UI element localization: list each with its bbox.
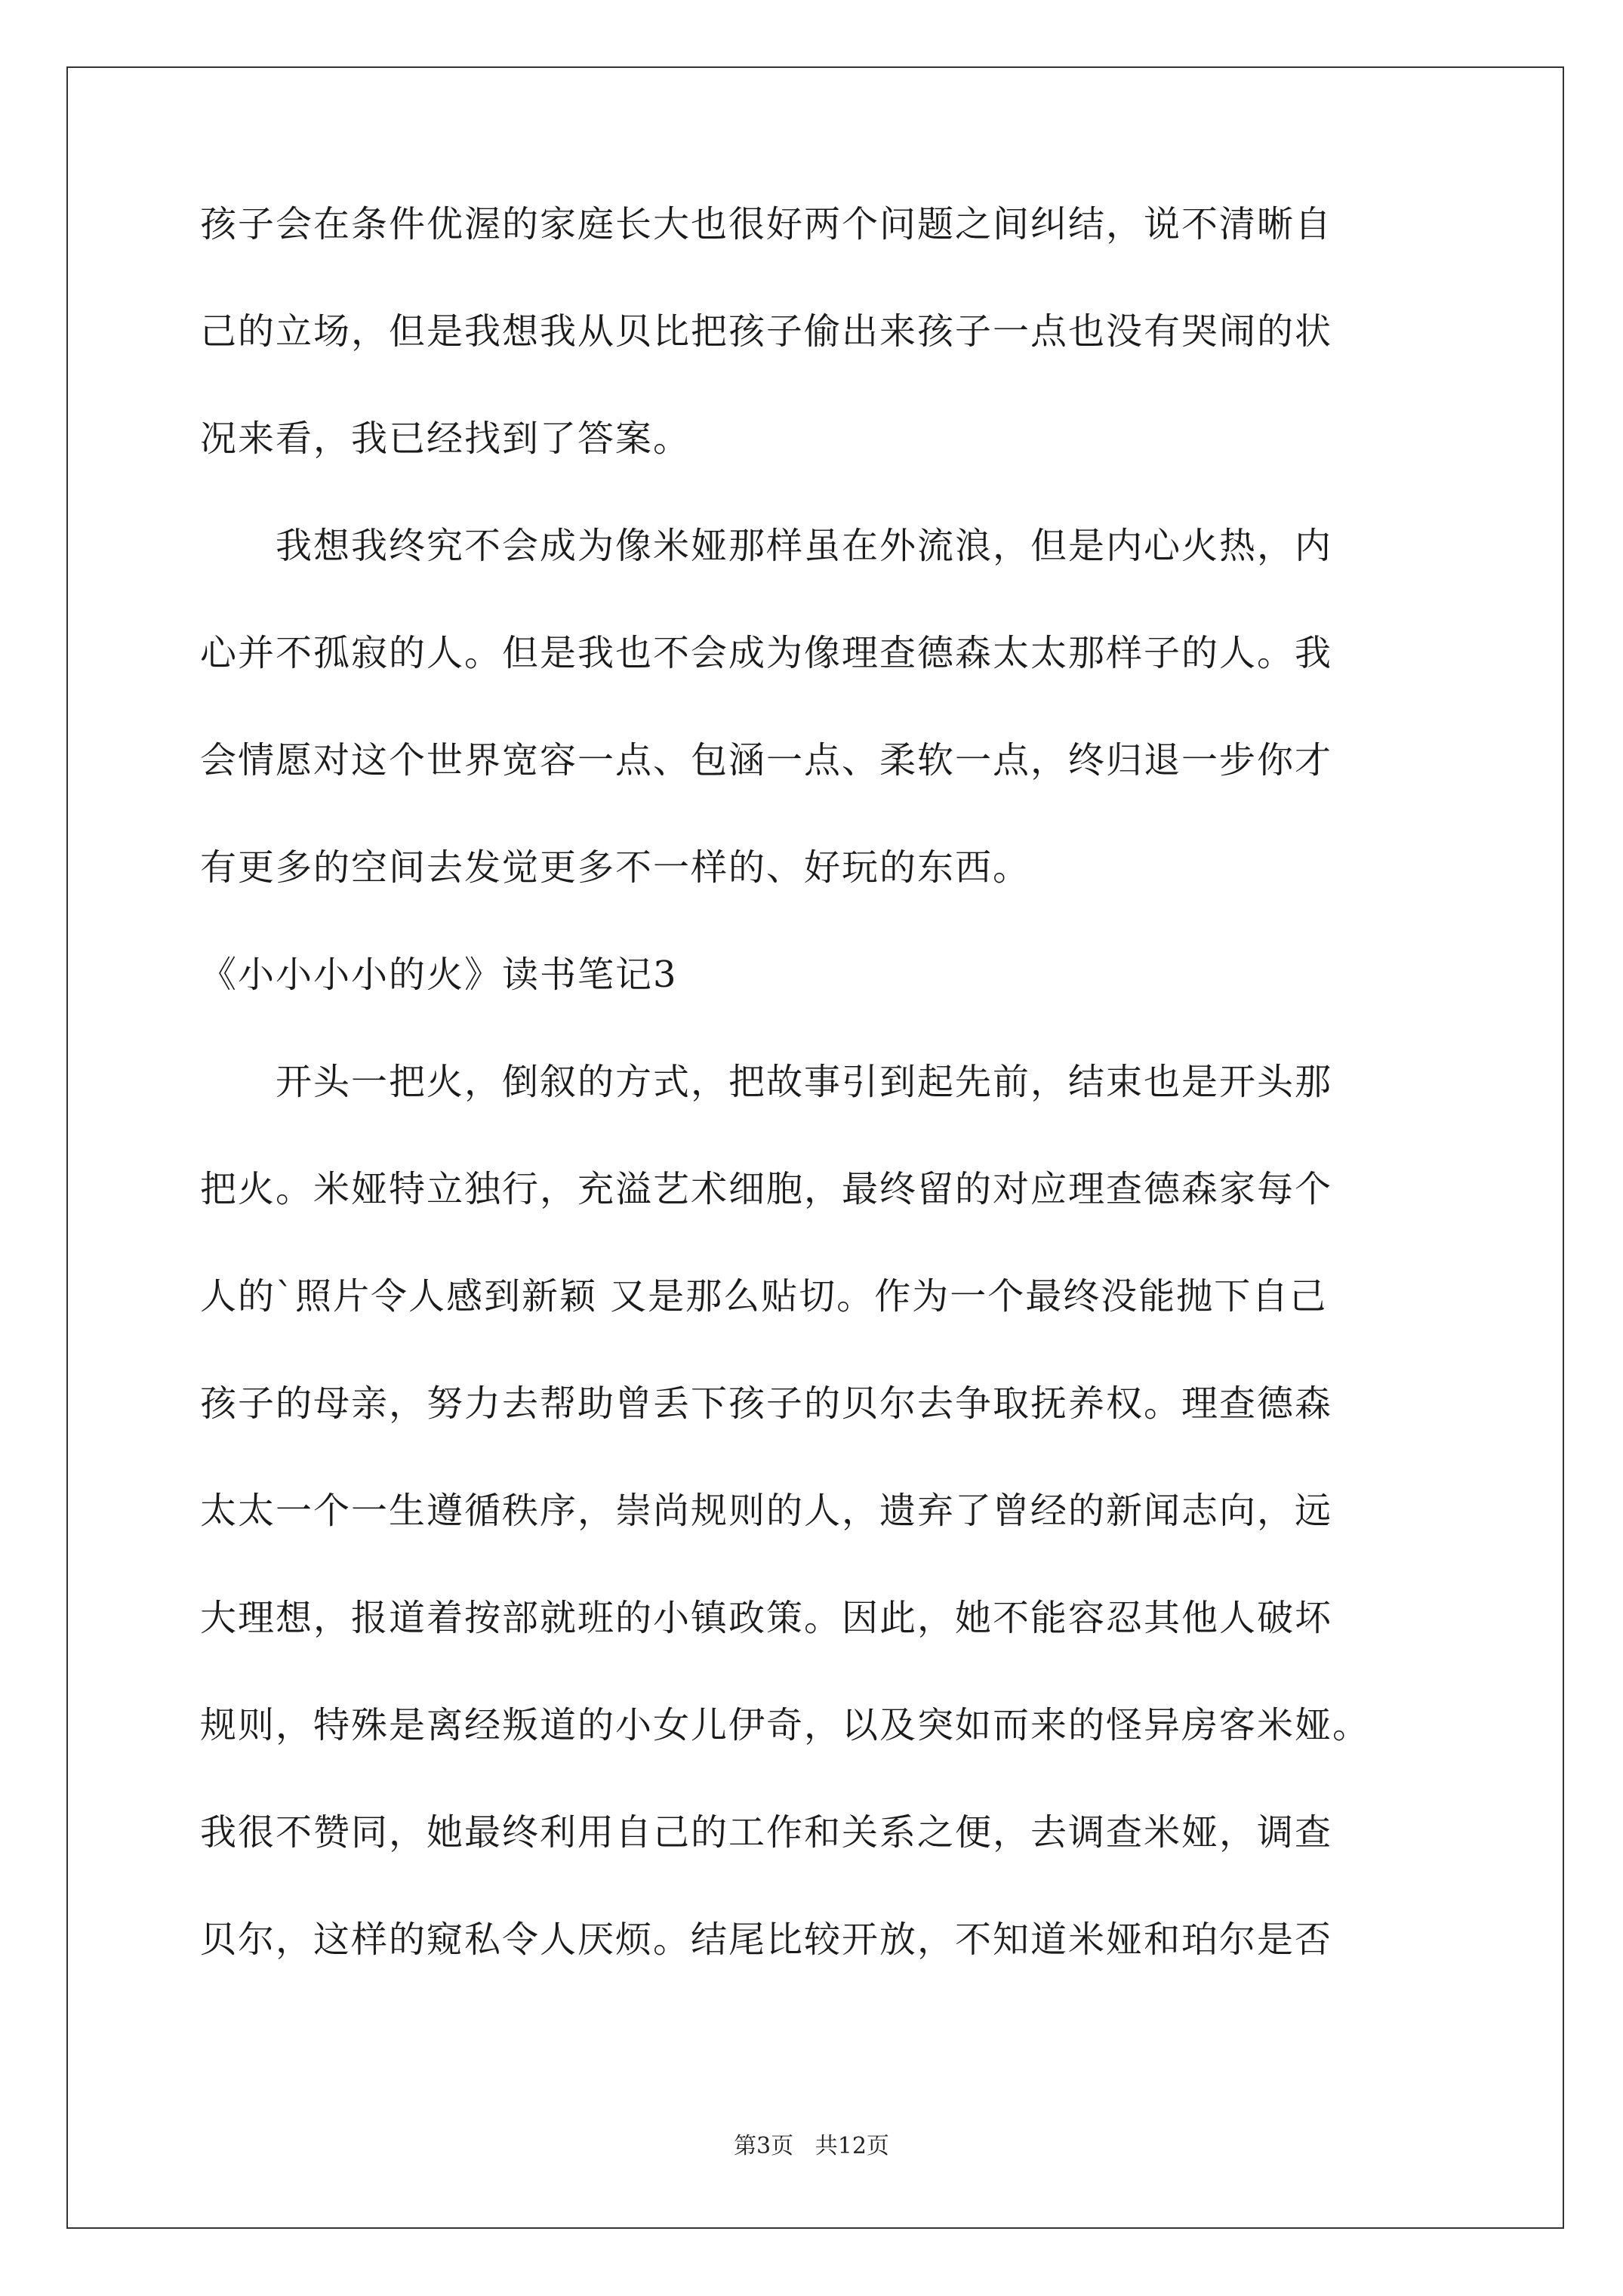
page-footer — [0, 2133, 1623, 2160]
text-line: 心并不孤寂的人。但是我也不会成为像理查德森太太那样子的人。我 — [200, 632, 1333, 674]
text-line: 大理想，报道着按部就班的小镇政策。因此，她不能容忍其他人破坏 — [200, 1597, 1333, 1639]
document-body — [200, 204, 1423, 1961]
text-line: 己的立场，但是我想我从贝比把孩子偷出来孩子一点也没有哭闹的状 — [200, 310, 1333, 353]
text-line: 会情愿对这个世界宽容一点、包涵一点、柔软一点，终归退一步你才 — [200, 739, 1333, 781]
text-line: 太太一个一生遵循秩序，崇尚规则的人，遗弃了曾经的新闻志向，远 — [200, 1490, 1333, 1532]
text-line: 孩子会在条件优渥的家庭长大也很好两个问题之间纠结，说不清晰自 — [200, 203, 1333, 245]
text-line: 开头一把火，倒叙的方式，把故事引到起先前，结束也是开头那 — [200, 1061, 1333, 1103]
text-line: 有更多的空间去发觉更多不一样的、好玩的东西。 — [200, 846, 1031, 889]
text-line: 况来看，我已经找到了答案。 — [200, 418, 691, 460]
text-line: 人的`照片令人感到新颖 又是那么贴切。作为一个最终没能抛下自己 — [200, 1275, 1328, 1318]
text-line: 孩子的母亲，努力去帮助曾丢下孩子的贝尔去争取抚养权。理查德森 — [200, 1382, 1333, 1425]
page-number: 第3页 共12页 — [734, 2133, 889, 2159]
text-line: 我很不赞同，她最终利用自己的工作和关系之便，去调查米娅，调查 — [200, 1811, 1333, 1854]
text-line: 规则，特殊是离经叛道的小女儿伊奇，以及突如而来的怪异房客米娅。 — [200, 1704, 1371, 1746]
text-line: 我想我终究不会成为像米娅那样虽在外流浪，但是内心火热，内 — [200, 525, 1333, 567]
text-line: 把火。米娅特立独行，充溢艺术细胞，最终留的对应理查德森家每个 — [200, 1168, 1333, 1210]
section-heading: 《小小小小的火》读书笔记3 — [200, 954, 678, 996]
text-line: 贝尔，这样的窥私令人厌烦。结尾比较开放，不知道米娅和珀尔是否 — [200, 1918, 1333, 1961]
